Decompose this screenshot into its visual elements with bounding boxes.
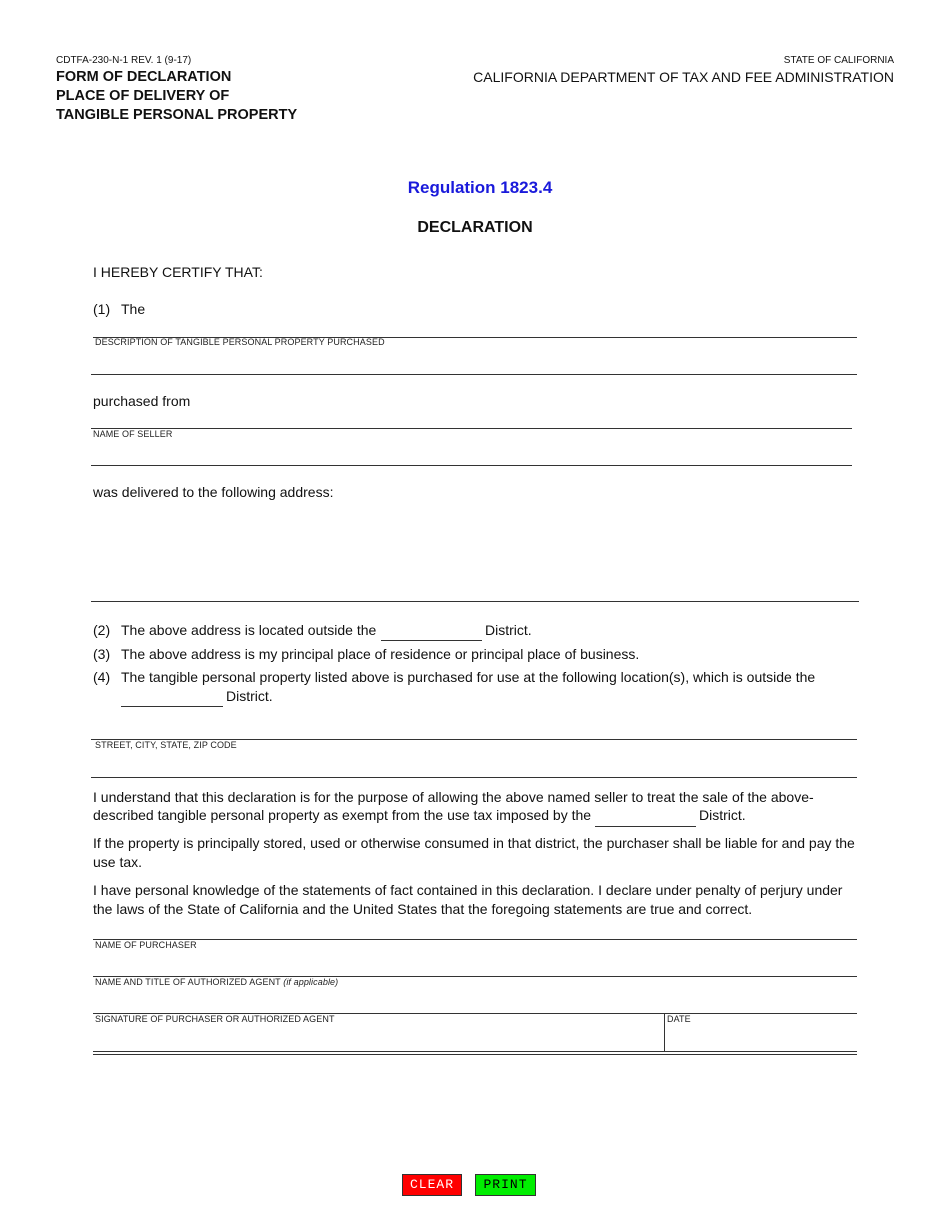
district-blank-3 (595, 826, 696, 827)
item-1-number: (1) (93, 301, 111, 317)
item-2-after: District. (485, 622, 532, 638)
item-1-lead: The (121, 301, 146, 317)
signature-label: SIGNATURE OF PURCHASER OR AUTHORIZED AGENT (95, 1014, 335, 1024)
paragraph-1-after: District. (699, 807, 746, 823)
district-input-1[interactable] (381, 622, 481, 639)
form-title-line-3: TANGIBLE PERSONAL PROPERTY (56, 107, 298, 123)
form-number: CDTFA-230-N-1 REV. 1 (9-17) (56, 55, 192, 66)
date-label: DATE (667, 1014, 691, 1024)
district-blank-1 (381, 640, 482, 641)
paragraph-2-line-1: If the property is principally stored, used or otherwise consumed in that district, the purchaser shall be liable for and pay the (93, 835, 855, 851)
district-input-2[interactable] (121, 688, 222, 705)
item-2-text: The above address is located outside the (121, 622, 377, 638)
location-input[interactable] (93, 720, 857, 738)
certify-text: I HEREBY CERTIFY THAT: (93, 264, 263, 280)
paragraph-3-line-2: the laws of the State of California and the United States that the foregoing statements are true and correct. (93, 901, 753, 917)
delivered-text: was delivered to the following address: (93, 484, 334, 500)
regulation-title: Regulation 1823.4 (407, 178, 553, 197)
property-description-input-2[interactable] (93, 355, 857, 373)
address-line (91, 601, 859, 602)
paragraph-1-line-1: I understand that this declaration is for the purpose of allowing the above named seller to treat the sale of the above- (93, 789, 814, 805)
item-4-number: (4) (93, 669, 111, 685)
item-3-number: (3) (93, 646, 111, 662)
form-title (56, 68, 297, 125)
item-3-text: The above address is my principal place of residence or principal place of business. (121, 646, 640, 662)
declaration-title: DECLARATION (417, 219, 533, 236)
district-blank-2 (121, 706, 223, 707)
description-label: DESCRIPTION OF TANGIBLE PERSONAL PROPERTY PURCHASED (95, 337, 385, 347)
agent-name-input[interactable] (95, 990, 855, 1010)
agent-label (95, 977, 338, 987)
item-4-after: District. (226, 688, 273, 704)
seller-line (91, 428, 852, 429)
seller-name-input[interactable] (200, 409, 854, 427)
date-divider (664, 1013, 665, 1051)
paragraph-1-line-2: described tangible personal property as exempt from the use tax imposed by the (93, 807, 592, 823)
clear-button[interactable]: CLEAR (402, 1174, 462, 1196)
district-input-3[interactable] (595, 808, 695, 825)
agent-label-text: NAME AND TITLE OF AUTHORIZED AGENT (95, 977, 281, 987)
description-line-2 (91, 374, 857, 375)
paragraph-2-line-2: use tax. (93, 854, 143, 870)
seller-label: NAME OF SELLER (93, 429, 173, 439)
seller-name-input-2[interactable] (93, 446, 853, 464)
purchaser-top-line (93, 939, 857, 940)
location-input-2[interactable] (93, 757, 857, 775)
form-title-line-2: PLACE OF DELIVERY OF (56, 88, 230, 104)
item-2-number: (2) (93, 622, 111, 638)
seller-line-2 (91, 465, 852, 466)
signature-input[interactable] (95, 1027, 664, 1047)
purchased-from-text: purchased from (93, 393, 191, 409)
item-4-text: The tangible personal property listed above is purchased for use at the following location(s), which is outside the (121, 669, 816, 685)
form-title-line-1: FORM OF DECLARATION (56, 69, 232, 85)
delivery-address-input[interactable] (93, 505, 857, 595)
state-name: STATE OF CALIFORNIA (783, 55, 894, 66)
paragraph-3-line-1: I have personal knowledge of the statements of fact contained in this declaration. I declare under penalty of perjury under (93, 882, 843, 898)
location-label: STREET, CITY, STATE, ZIP CODE (95, 740, 237, 750)
purchaser-label: NAME OF PURCHASER (95, 940, 197, 950)
date-input[interactable] (668, 1027, 855, 1047)
purchaser-name-input[interactable] (95, 953, 855, 973)
agency-name: CALIFORNIA DEPARTMENT OF TAX AND FEE ADMINISTRATION (473, 69, 894, 85)
signature-bottom-line-2 (93, 1054, 857, 1055)
location-line-2 (91, 777, 857, 778)
signature-bottom-line (93, 1051, 857, 1052)
property-description-input[interactable] (150, 318, 854, 336)
agent-label-note: (if applicable) (283, 977, 339, 987)
print-button[interactable]: PRINT (475, 1174, 536, 1196)
